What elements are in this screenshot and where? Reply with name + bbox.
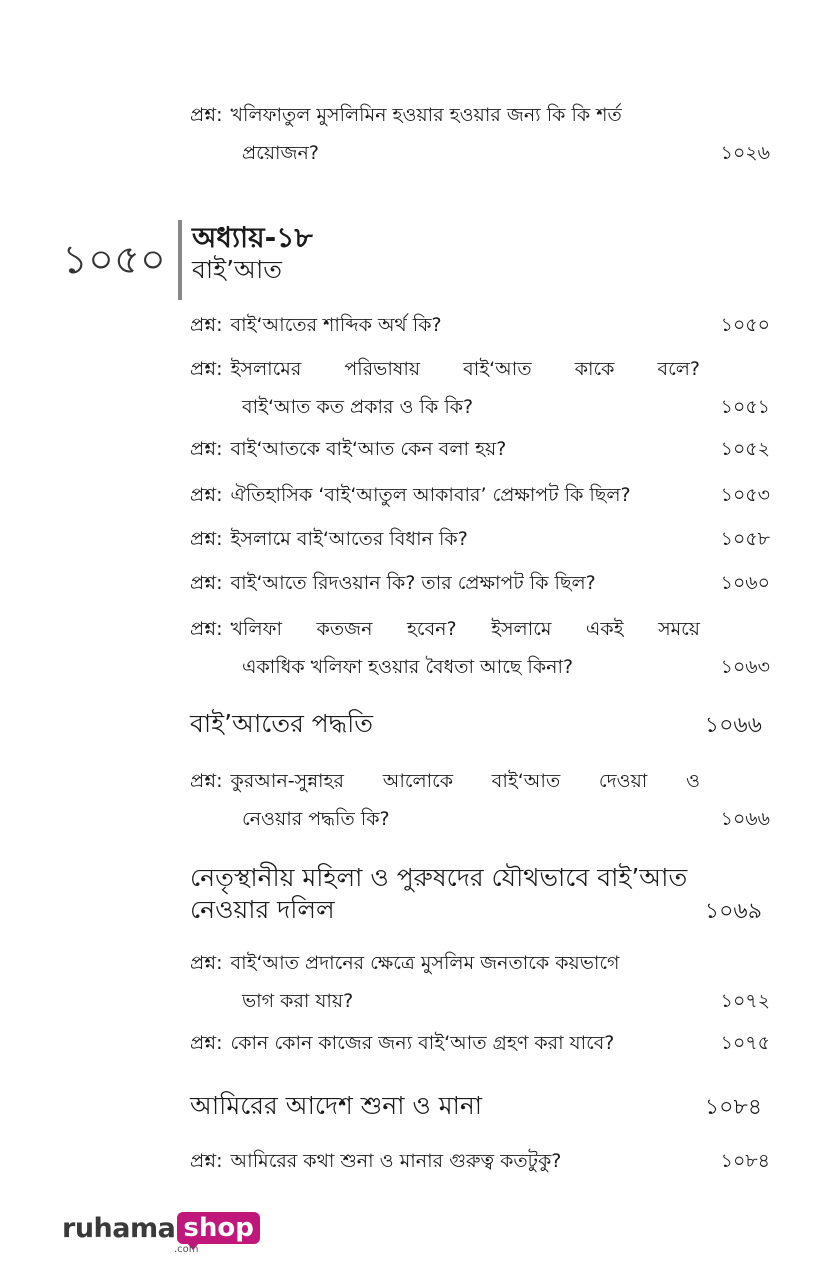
toc-question: [190, 762, 770, 838]
question-text-cont: প্রয়োজন?: [242, 142, 319, 164]
toc-question: [190, 520, 770, 558]
question-text: কোন কোন কাজের জন্য বাই‘আত গ্রহণ করা যাবে?: [230, 1032, 615, 1054]
toc-question: [190, 944, 770, 1020]
question-text-cont: নেওয়ার পদ্ধতি কি?: [242, 808, 390, 830]
logo-dotcom-text: .com: [174, 1244, 199, 1255]
question-label: প্রশ্ন:: [190, 528, 223, 550]
question-label: প্রশ্ন:: [190, 1032, 223, 1054]
toc-question: [190, 430, 770, 468]
toc-question: [190, 96, 770, 172]
toc-question: [190, 476, 770, 514]
question-label: প্রশ্ন:: [190, 618, 223, 640]
toc-section: [190, 862, 762, 928]
question-text-cont: বাই‘আত কত প্রকার ও কি কি?: [242, 396, 474, 418]
section-title-cont: নেওয়ার দলিল: [190, 895, 335, 924]
section-title: আমিরের আদেশ শুনা ও মানা: [190, 1091, 483, 1120]
page-number: ১০৬৬: [720, 808, 770, 830]
page-number: ১০৫৩: [720, 484, 770, 506]
section-title: বাই’আতের পদ্ধতি: [190, 709, 373, 738]
page-number: ১০২৬: [720, 142, 770, 164]
toc-question: [190, 350, 770, 426]
question-text-cont: একাধিক খলিফা হওয়ার বৈধতা আছে কিনা?: [242, 656, 574, 678]
page-number: ১০৬০: [720, 572, 770, 594]
toc-section: [190, 708, 762, 742]
question-label: প্রশ্ন:: [190, 484, 223, 506]
chapter-subtitle: বাই’আত: [192, 255, 283, 284]
page-number: ১০৬৯: [704, 899, 762, 924]
page-number: ১০৭৫: [720, 1032, 770, 1054]
toc-question: [190, 610, 770, 686]
question-label: প্রশ্ন:: [190, 358, 223, 380]
question-label: প্রশ্ন:: [190, 314, 223, 336]
question-text: বাই‘আতের শাব্দিক অর্থ কি?: [230, 314, 442, 336]
question-text: বাই‘আতকে বাই‘আত কেন বলা হয়?: [230, 438, 507, 460]
question-label: প্রশ্ন:: [190, 572, 223, 594]
chapter-title: অধ্যায়-১৮: [192, 221, 313, 254]
question-text: বাই‘আতে রিদওয়ান কি? তার প্রেক্ষাপট কি ছিল?: [230, 572, 596, 594]
question-text: বাই‘আত প্রদানের ক্ষেত্রে মুসলিম জনতাকে কয়ভাগে: [230, 952, 620, 974]
question-text-cont: ভাগ করা যায়?: [242, 990, 354, 1012]
logo-shop-badge: shop: [177, 1212, 259, 1244]
toc-question: [190, 1142, 770, 1180]
chapter-page-number: ১০৫০: [62, 237, 166, 283]
question-text: আমিরের কথা শুনা ও মানার গুরুত্ব কতটুকু?: [230, 1150, 562, 1172]
ruhamashop-logo: [62, 1212, 260, 1255]
question-label: প্রশ্ন:: [190, 104, 223, 126]
page-number: ১০৮৪: [720, 1150, 770, 1172]
logo-ruhama-text: ruhama: [62, 1213, 176, 1244]
page-number: ১০৬৬: [704, 713, 762, 738]
page-number: ১০৫৮: [720, 528, 770, 550]
page-number: ১০৫০: [720, 314, 770, 336]
question-text: ইসলামে বাই‘আতের বিধান কি?: [230, 528, 468, 550]
page-number: ১০৬৩: [720, 656, 770, 678]
question-label: প্রশ্ন:: [190, 952, 223, 974]
question-label: প্রশ্ন:: [190, 770, 223, 792]
section-title: নেতৃস্থানীয় মহিলা ও পুরুষদের যৌথভাবে বাই’আত: [190, 863, 688, 892]
chapter-divider: [178, 220, 182, 300]
question-text: ইসলামের পরিভাষায় বাই‘আত কাকে বলে?: [230, 358, 700, 380]
question-label: প্রশ্ন:: [190, 438, 223, 460]
question-text: খলিফাতুল মুসলিমিন হওয়ার হওয়ার জন্য কি কি শর্ত: [230, 104, 622, 126]
toc-section: [190, 1090, 762, 1124]
page-number: ১০৮৪: [704, 1095, 762, 1120]
page-number: ১০৭২: [720, 990, 770, 1012]
toc-question: [190, 564, 770, 602]
page-number: ১০৫১: [720, 396, 770, 418]
question-text: খলিফা কতজন হবেন? ইসলামে একই সময়ে: [230, 618, 700, 640]
page-number: ১০৫২: [720, 438, 770, 460]
toc-question: [190, 306, 770, 344]
toc-question: [190, 1024, 770, 1062]
question-text: ঐতিহাসিক ‘বাই‘আতুল আকাবার’ প্রেক্ষাপট কি ছিল?: [230, 484, 631, 506]
question-label: প্রশ্ন:: [190, 1150, 223, 1172]
question-text: কুরআন-সুন্নাহর আলোকে বাই‘আত দেওয়া ও: [230, 770, 700, 792]
